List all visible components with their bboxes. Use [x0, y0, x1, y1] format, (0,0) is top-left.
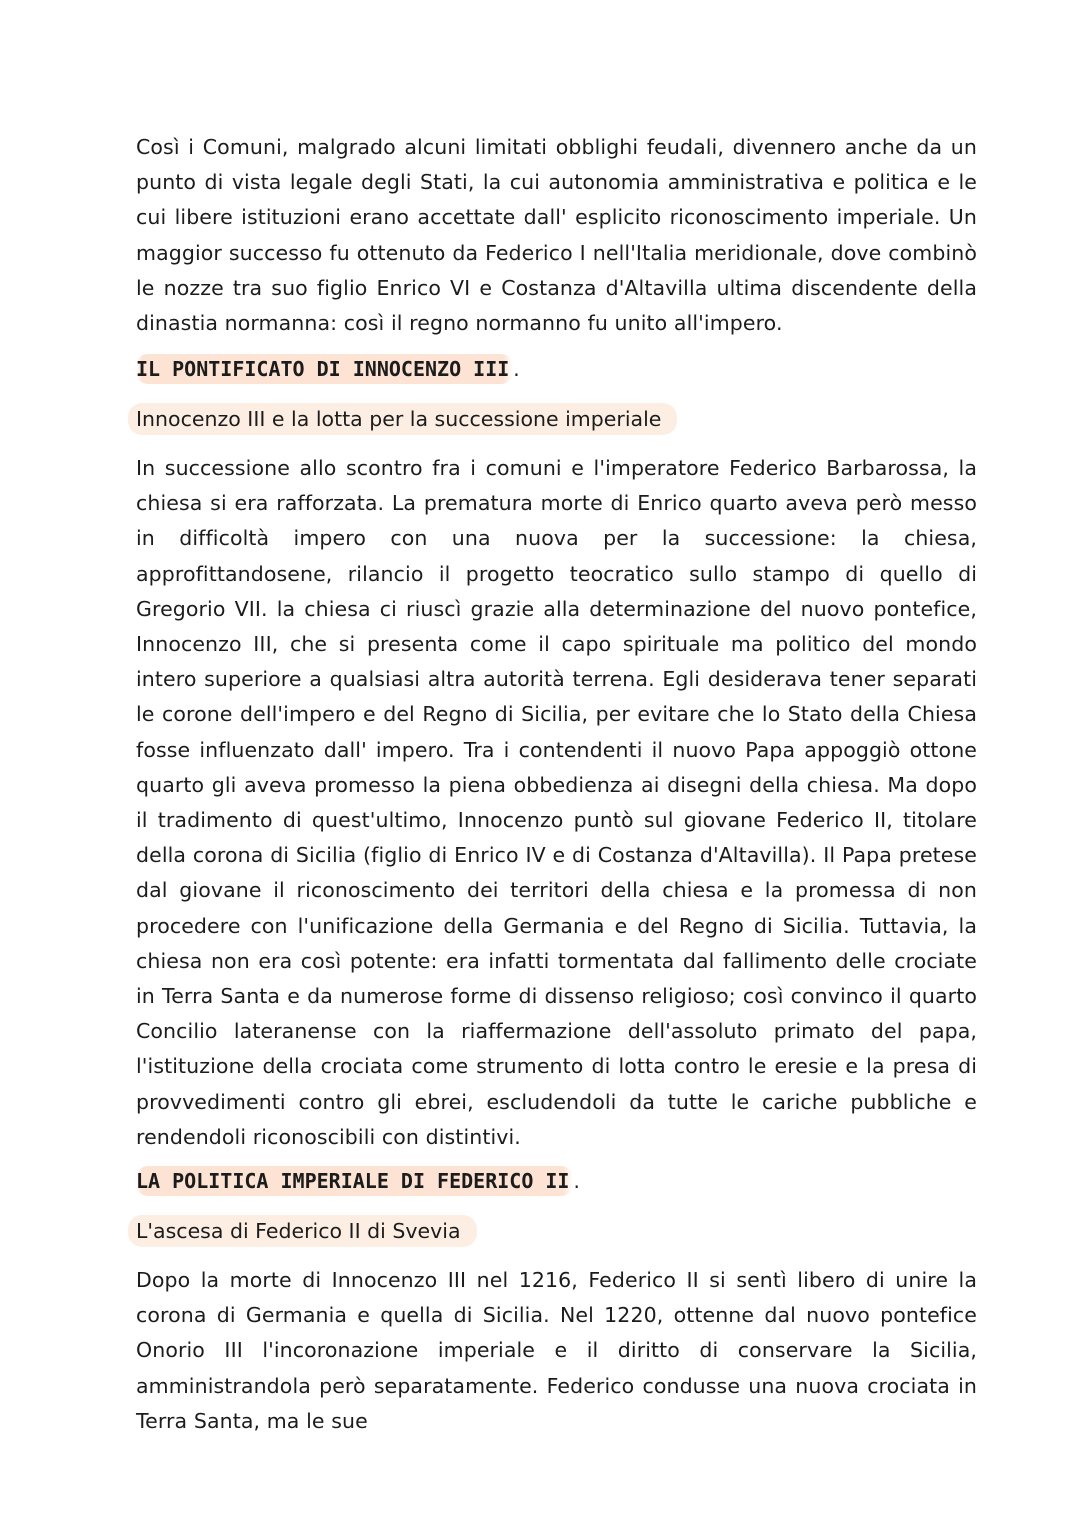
paragraph-comuni: Così i Comuni, malgrado alcuni limitati obblighi feudali, divennero anche da un punto di vista legale degli Stati, la cui autonomia amministrativa e politica e le cui libere istituzioni erano accettate dall' esplicito riconoscimento imperiale. Un maggior successo fu ottenuto da Federico I nell'Italia meridionale, dove combinò le nozze tra suo figlio Enrico VI e Costanza d'Altavilla ultima discendente della dinastia normanna: così il regno normanno fu unito all'impero.	[136, 135, 977, 336]
subtitle-ascesa-federico-text: L'ascesa di Federico II di Svevia	[136, 1215, 477, 1247]
section-title-innocenzo-text: IL PONTIFICATO DI INNOCENZO III	[136, 354, 513, 384]
section-title-federico-text: LA POLITICA IMPERIALE DI FEDERICO II	[136, 1166, 573, 1196]
paragraph-federico: Dopo la morte di Innocenzo III nel 1216, Federico II si sentì libero di unire la corona di Germania e quella di Sicilia. Nel 1220, ottenne dal nuovo pontefice Onorio III l'incoronazione imperiale e il diritto di conservare la Sicilia, amministrandola però separatamente. Federico condusse una nuova crociata in Terra Santa, ma le sue	[136, 1268, 977, 1433]
section-title-innocenzo-period: .	[513, 357, 520, 381]
subtitle-successione-imperiale-text: Innocenzo III e la lotta per la successione imperiale	[136, 403, 677, 435]
section-title-innocenzo	[136, 354, 520, 390]
paragraph-innocenzo: In successione allo scontro fra i comuni e l'imperatore Federico Barbarossa, la chiesa si era rafforzata. La prematura morte di Enrico quarto aveva però messo in difficoltà impero con una nuova per la successione: la chiesa, approfittandosene, rilancio il progetto teocratico sullo stampo di quello di Gregorio VII. la chiesa ci riuscì grazie alla determinazione del nuovo pontefice, Innocenzo III, che si presenta come il capo spirituale ma politico del mondo intero superiore a qualsiasi altra autorità terrena. Egli desiderava tener separati le corone dell'impero e del Regno di Sicilia, per evitare che lo Stato della Chiesa fosse influenzato dall' impero. Tra i contendenti il nuovo Papa appoggiò ottone quarto gli aveva promesso la piena obbedienza ai disegni della chiesa. Ma dopo il tradimento di quest'ultimo, Innocenzo puntò sul giovane Federico II, titolare della corona di Sicilia (figlio di Enrico IV e di Costanza d'Altavilla). Il Papa pretese dal giovane il riconoscimento dei territori della chiesa e la promessa di non procedere con l'unificazione della Germania e del Regno di Sicilia. Tuttavia, la chiesa non era così potente: era infatti tormentata dal fallimento delle crociate in Terra Santa e da numerose forme di dissenso religioso; così convinco il quarto Concilio lateranense con la riaffermazione dell'assoluto primato del papa, l'istituzione della crociata come strumento di lotta contro le eresie e la presa di provvedimenti contro gli ebrei, escludendoli da tutte le cariche pubbliche e rendendoli riconoscibili con distintivi.	[136, 456, 977, 1149]
document-page	[136, 130, 977, 1433]
section-title-federico	[136, 1166, 580, 1202]
subtitle-ascesa-federico	[136, 1215, 477, 1265]
subtitle-successione-imperiale	[136, 403, 677, 453]
section-title-federico-period: .	[573, 1169, 580, 1193]
